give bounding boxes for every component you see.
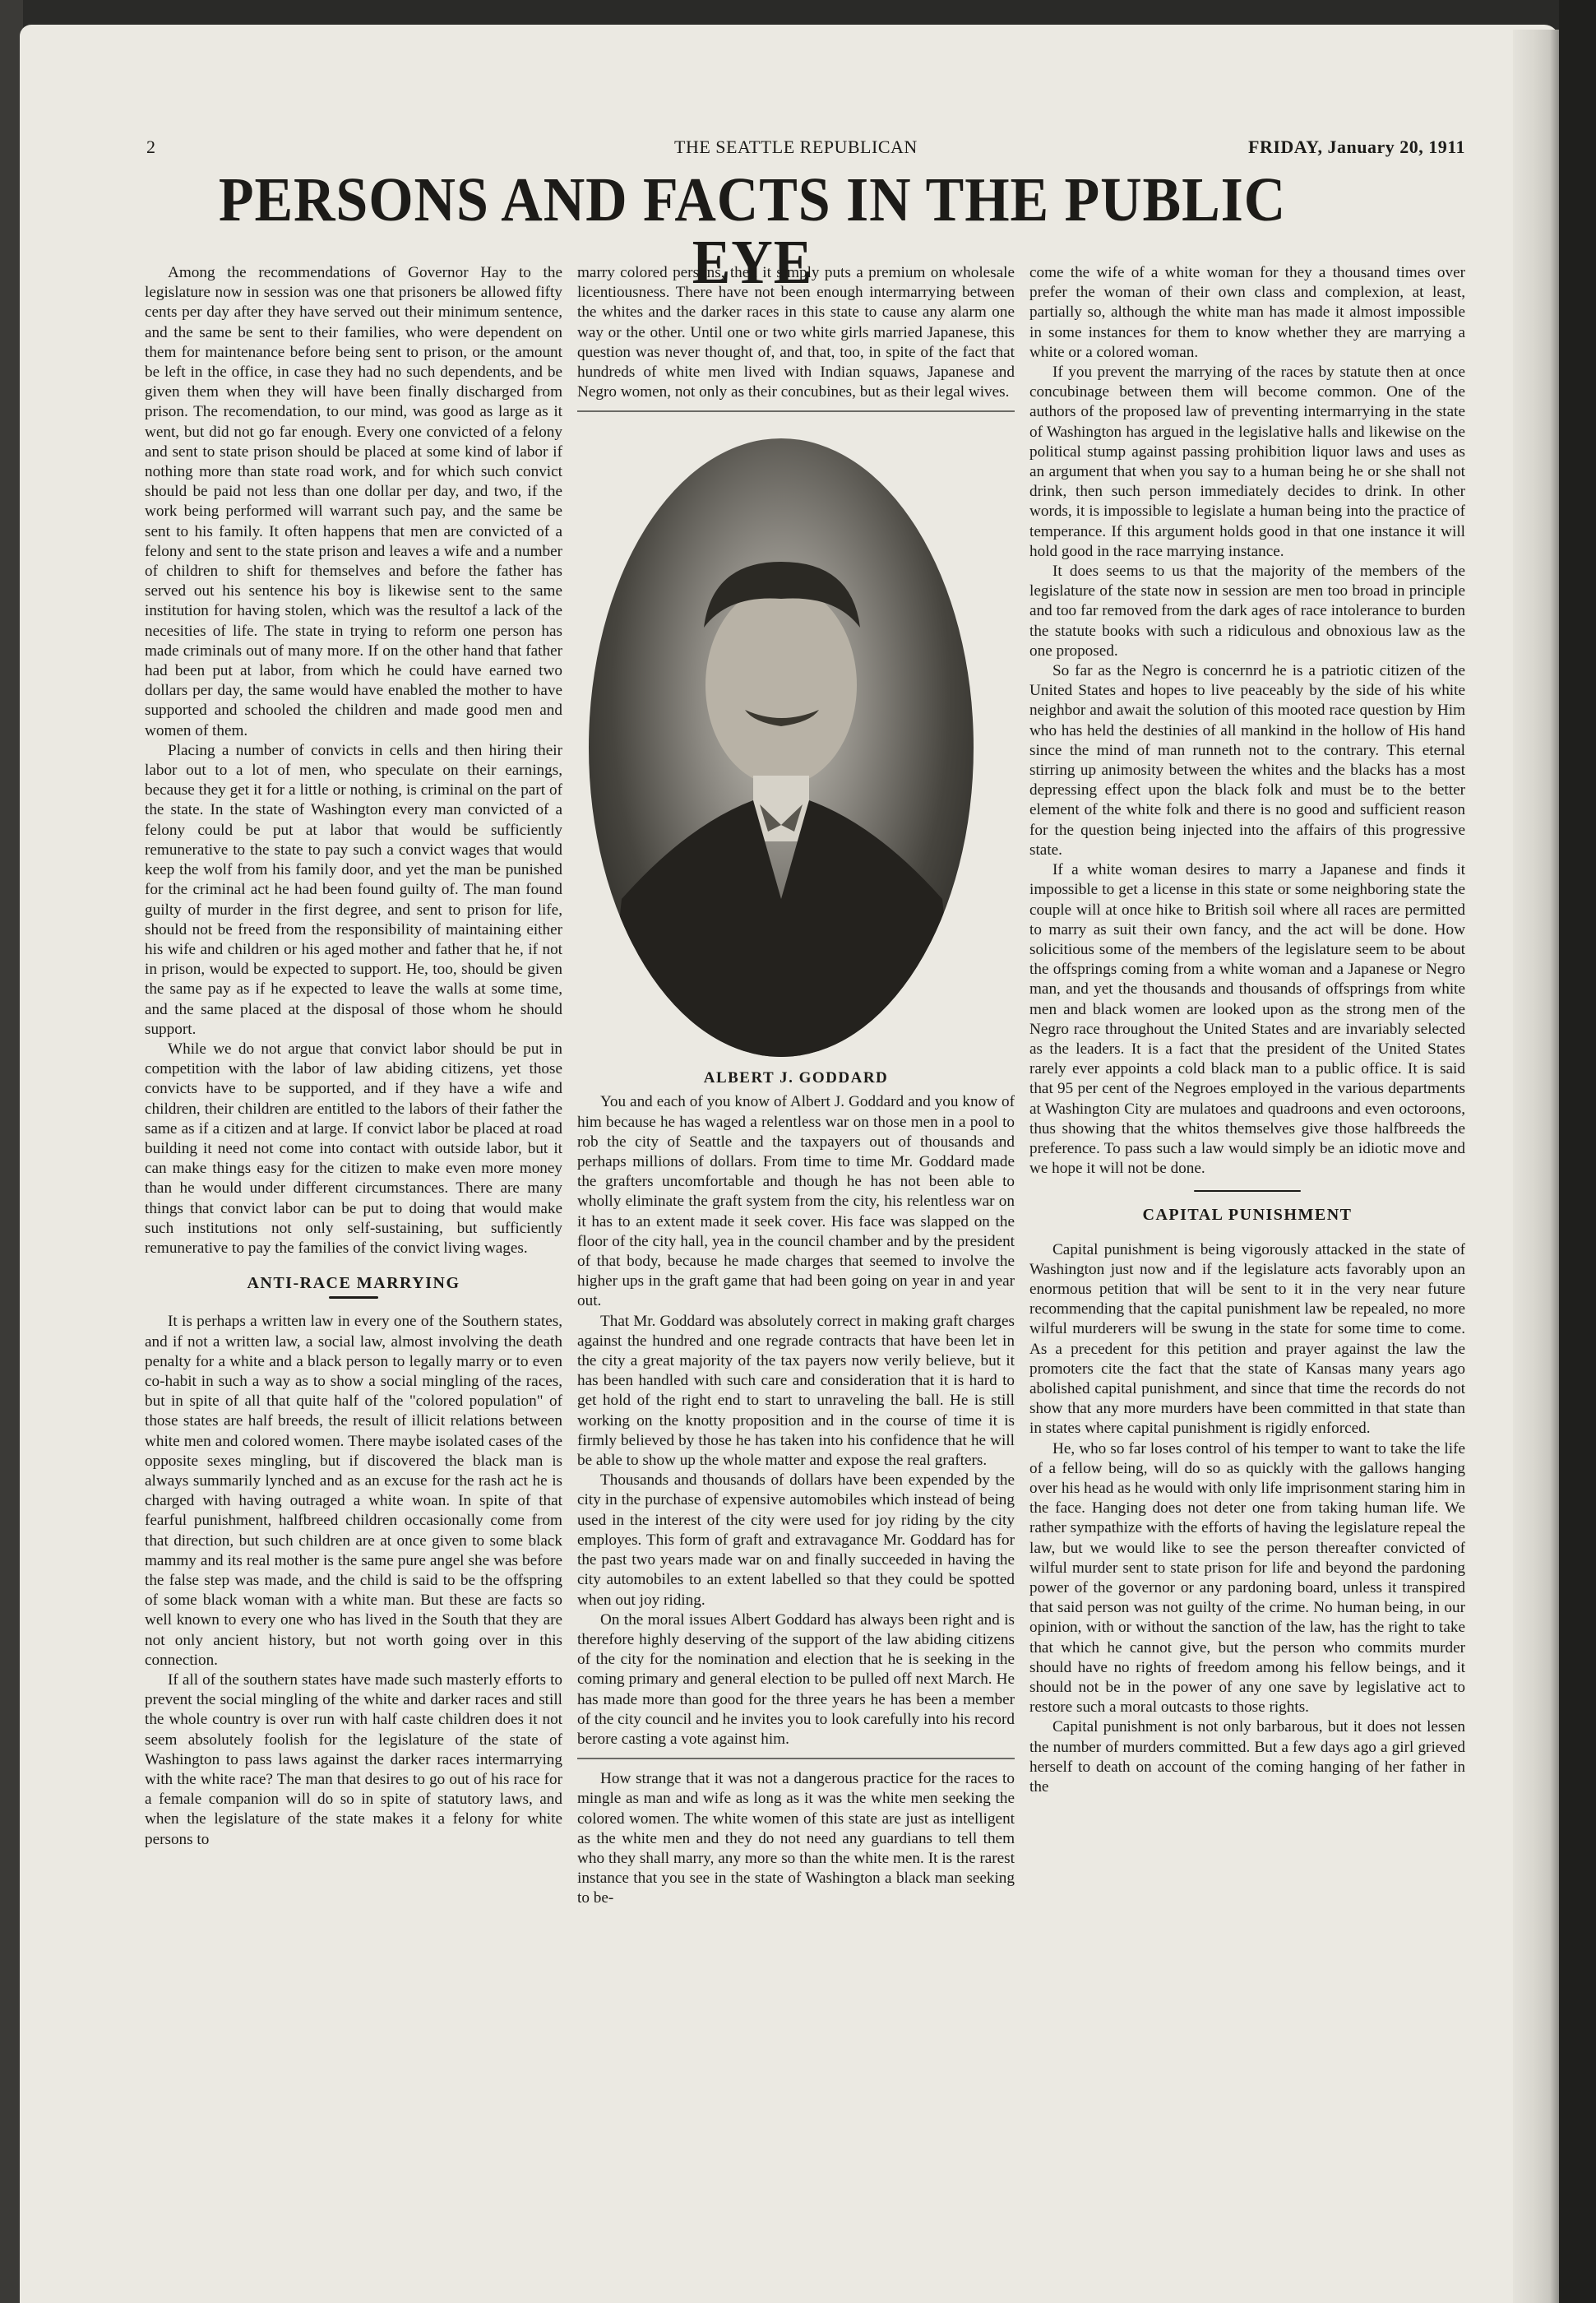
- section-heading-capital-punishment: CAPITAL PUNISHMENT: [1142, 1206, 1353, 1225]
- portrait-photo: [589, 438, 974, 1057]
- section-heading-rule: [329, 1296, 378, 1299]
- headline: PERSONS AND FACTS IN THE PUBLIC EYE: [218, 165, 1287, 297]
- paper-name: THE SEATTLE REPUBLICAN: [674, 137, 918, 157]
- portrait-caption: ALBERT J. GODDARD: [703, 1069, 889, 1087]
- paragraph: Among the recommendations of Governor Hay to the legislature now in session was one that prisoners be allowed fifty cents per day after they have served out their minimum sentence, and the same be sent to their families, who were dependent on them for maintenance before being sent to prison, or the amount be left in the office, in case they had no such dependents, and be given them when they will have been finally discharged from prison. The recomendation, to our mind, was good as large as it went, but did not go far enough. Every one convicted of a felony and sent to state prison should be placed at some kind of labor if nothing more than state road work, and for which such convict should be paid not less than one dollar per day, and two, if the work being performed will warrant such pay, and the same be sent to his family. It often happens that men are convicted of a felony and sent to the state prison and leaves a wife and a number of children to shift for themselves and before the father has served out his sentence his boy is likewise sent to the same institution for having stolen, which was the resultof a lack of the necesities of life. The state in trying to reform one person has made criminals out of many more. If on the other hand that father had been put at labor, from which he could have earned two dollars per day, the same would have enabled the mother to have supported and schooled the children and made good men and women of them.: [145, 264, 562, 739]
- page-edge-right: [1559, 0, 1596, 2303]
- paragraph: Capital punishment is not only barbarous, but it does not lessen the number of murders committed. But a few days ago a girl grieved herself to death on account of the coming hanging of her father in the: [1029, 1718, 1465, 1796]
- portrait-block: [577, 422, 1015, 1092]
- paragraph: It is perhaps a written law in every one of the Southern states, and if not a written law, a social law, almost involving the death penalty for a white and a black person to legally marry or to even co-habit in such a way as to show a social mingling of the races, but in spite of all that quite half of the "colored population" of those states are half breeds, the result of illicit relations between white men and colored women. There maybe isolated cases of the opposite sexes mingling, but if discovered the black man is always summarily lynched and as an excuse for the rash act he is charged with having outraged a white woan. In spite of that fearful punishment, halfbreed children occasionally come from that direction, but such children are at once given to some black mammy and its real mother is the same pure angel she was before the false step was made, and the child is said to be the offspring of some black woman with a white man. But these are facts so well known to every one who has lived in the South that they are not only ancient history, but not worth going over in this connection.: [145, 1313, 562, 1669]
- paragraph: On the moral issues Albert Goddard has always been right and is therefore highly deserving of the support of the law abiding citizens of the city for the nomination and election that he is seeking in the coming primary and general election to be pulled off next March. He has made more than good for the three years he has been a member of the city council and he invites you to look carefully into his record berore casting a vote against him.: [577, 1610, 1015, 1748]
- paragraph: If all of the southern states have made such masterly efforts to prevent the social mingling of the white and darker races and still the whole country is over run with half caste children does it not seem absolutely foolish for the legislature of the state of Washington to pass laws against the darker races intermarrying with the white race? The man that desires to go out of his race for a female companion will do so in spite of statutory laws, and when the legislature of the state makes it a felony for white persons to: [145, 1671, 562, 1848]
- paragraph: Capital punishment is being vigorously attacked in the state of Washington just now and if the legislature acts favorably upon an enormous petition that will be sent to it in the very near future recommending that the capital punishment law be repealed, no more wilful murderers will be swung in the state for some time to come. As a precedent for this petition and prayer against the law the promoters cite the fact that the state of Kansas many years ago abolished capital punishment, and since that time the records do not show that any more murders have been committed in that state than in states where capital punishment is rigidly enforced.: [1029, 1240, 1465, 1438]
- section-heading-anti-race-marrying: ANTI-RACE MARRYING: [247, 1274, 460, 1293]
- portrait-figure: [589, 438, 974, 1057]
- paragraph: You and each of you know of Albert J. Goddard and you know of him because he has waged a relentless war on those men in a pool to rob the city of Seattle and the taxpayers out of thousands and perhaps millions of dollars. From time to time Mr. Goddard made the grafters uncomfortable and though he has not been able to wholly eliminate the graft system from the city, his relentless war on it has to an extent made it seek cover. His face was slapped on the floor of the city hall, yea in the council chamber and by the president of that body, because he made charges that seemed to involve the higher ups in the graft game that had been going on year in and year out.: [577, 1093, 1015, 1310]
- paragraph: While we do not argue that convict labor should be put in competition with the labor of law abiding citizens, yet those convicts have to be supported, and if they have a wife and children, their children are entitled to the labors of their father the same as if a citizen and at large. If convict labor be placed at road building it need not come into contact with outside labor, but it can make things easy for the citizen to make even more money than he would under different circumstances. There are many things that convict labor can be put to doing that would make such institutions not only self-sustaining, but sufficiently remunerative to pay the families of the convict living wages.: [145, 1040, 562, 1257]
- column-2: [577, 263, 1015, 1909]
- paragraph: That Mr. Goddard was absolutely correct in making graft charges against the hundred and one regrade contracts that have been let in the city a great majority of the tax payers now verily believe, but it has been handled with such care and consideration that it is hard to get hold of the right end to start to unraveling the ball. He is still working on the knotty proposition and in the course of time it is firmly believed by those he has taken into his confidence that he will be able to show up the whole matter and expose the real grafters.: [577, 1312, 1015, 1470]
- paragraph: Thousands and thousands of dollars have been expended by the city in the purchase of expensive automobiles which instead of being used in the interest of the city were used for joy riding by the city employes. This form of graft and extravagance Mr. Goddard has for the past two years made war on and finally succeeded in having the city automobiles to an extent labelled so that they could be spotted when out joy riding.: [577, 1471, 1015, 1609]
- paragraph: come the wife of a white woman for they a thousand times over prefer the woman of their own class and complexion, at least, partially so, although the white man has made it almost impossible in some instances for them to know whether they are marrying a white or a colored woman.: [1029, 264, 1465, 361]
- paragraph: If a white woman desires to marry a Japanese and finds it impossible to get a license in this state or some neighboring state the couple will at once hike to British soil where all races are permitted to marry as suit their own fancy, and the act will be done. How solicitious some of the members of the legislature seem to be about the offsprings coming from a white woman and a Japanese or Negro man, and yet the thousands and thousands of offsprings from white men and black women are looked upon as the strong men of the Negro race throughout the United States and are invariably selected as the leaders. It is a fact that the president of the United States rarely ever appoints a cold black man to a public office. It is said that 95 per cent of the Negroes employed in the various departments at Washington City are mulatoes and quadroons and even octoroons, thus showing that the whitos themselves give those halfbreeds the preference. To pass such a law would simply be an idiotic move and we hope it will not be done.: [1029, 861, 1465, 1178]
- issue-date: FRIDAY, January 20, 1911: [1248, 137, 1466, 157]
- paragraph: He, who so far loses control of his temper to want to take the life of a fellow being, will do so as quickly with the gallows hanging over his head as he would with only life imprisonment staring him in the face. Hanging does not deter one from taking human life. We rather sympathize with the efforts of having the legislature repeal the law, but we would like to see the person thereafter convicted of wilful murder sent to state prison for life and beyond the pardoning power of the governor or any pardoning board, unless it transpired that said person was not guilty of the crime. No human being, in our opinion, with or without the sanction of the law, has the right to take that which he cannot give, but the person who commits murder should have no rights of freedom among his fellow beings, and it should not be in the power of any one save by legislative act to restore such a moral outcasts to those rights.: [1029, 1439, 1465, 1717]
- paragraph: It does seems to us that the majority of the members of the legislature of the state now in session are men too broad in principle and too far removed from the dark ages of race intolerance to burden the statute books with such a ridiculous and obnoxious law as the one proposed.: [1029, 563, 1465, 660]
- column-rule: [577, 1758, 1015, 1759]
- paragraph: If you prevent the marrying of the races by statute then at once concubinage between them will become common. One of the authors of the proposed law of preventing intermarrying in the state of Washington has argued in the legislative halls and likewise on the political stump against passing prohibition liquor laws and uses as an argument that when you say to a human being he or she shall not drink, then such person immediately decides to drink. In other words, it is impossible to legislate a human being into the practice of temperance. If this argument holds good in that one instance it will hold good in the race marrying instance.: [1029, 364, 1465, 560]
- column-rule: [577, 410, 1015, 412]
- page-number: 2: [146, 137, 156, 157]
- column-1: [145, 263, 562, 1850]
- page-fold-shadow: [1513, 30, 1559, 2303]
- paragraph: marry colored persons, then it simply puts a premium on wholesale licentiousness. There have not been enough intermarrying between the whites and the darker races in this state to cause any alarm one way or the other. Until one or two white girls married Japanese, this question was never thought of, and that, too, in spite of the fact that hundreds of white men lived with Indian squaws, Japanese and Negro women, not only as their concubines, but as their legal wives.: [577, 264, 1015, 401]
- paragraph: Placing a number of convicts in cells and then hiring their labor out to a lot of men, who speculate on their earnings, because they get it for a little or nothing, is criminal on the part of the state. In the state of Washington every man convicted of a felony could be put at labor that would be sufficiently remunerative to the state to pay such a convict wages that would keep the wolf from his family door, and yet the man be punished for the criminal act he had been found guilty of. The man found guilty of murder in the first degree, and sent to prison for life, should not be freed from the responsibility of maintaining either his wife and children or his aged mother and father that he, if not in prison, would be expected to support. He, too, should be given the same pay as if he expected to leave the walls at some time, and the same placed at the disposal of those whom he should support.: [145, 741, 562, 1038]
- paragraph: How strange that it was not a dangerous practice for the races to mingle as man and wife as long as it was the white men seeking the colored women. The white women of this state are just as intelligent as the white men and they do not need any guardians to tell them who they shall marry, any more so than the white men. It is the rarest instance that you see in the state of Washington a black man seeking to be-: [577, 1770, 1015, 1907]
- paragraph: So far as the Negro is concernrd he is a patriotic citizen of the United States and hopes to live peaceably by the side of his white neighbor and await the solution of this mooted race question by Him who has held the destinies of all mankind in the hollow of His hand since the mind of man runneth not to the contrary. This eternal stirring up animosity between the whites and the blacks has a most depressing effect upon the black folk and must be to the better element of the white folk and there is no good and sufficient reason for the question being injected into the affairs of this progressive state.: [1029, 662, 1465, 859]
- column-3: [1029, 263, 1465, 1797]
- section-divider: [1194, 1190, 1301, 1192]
